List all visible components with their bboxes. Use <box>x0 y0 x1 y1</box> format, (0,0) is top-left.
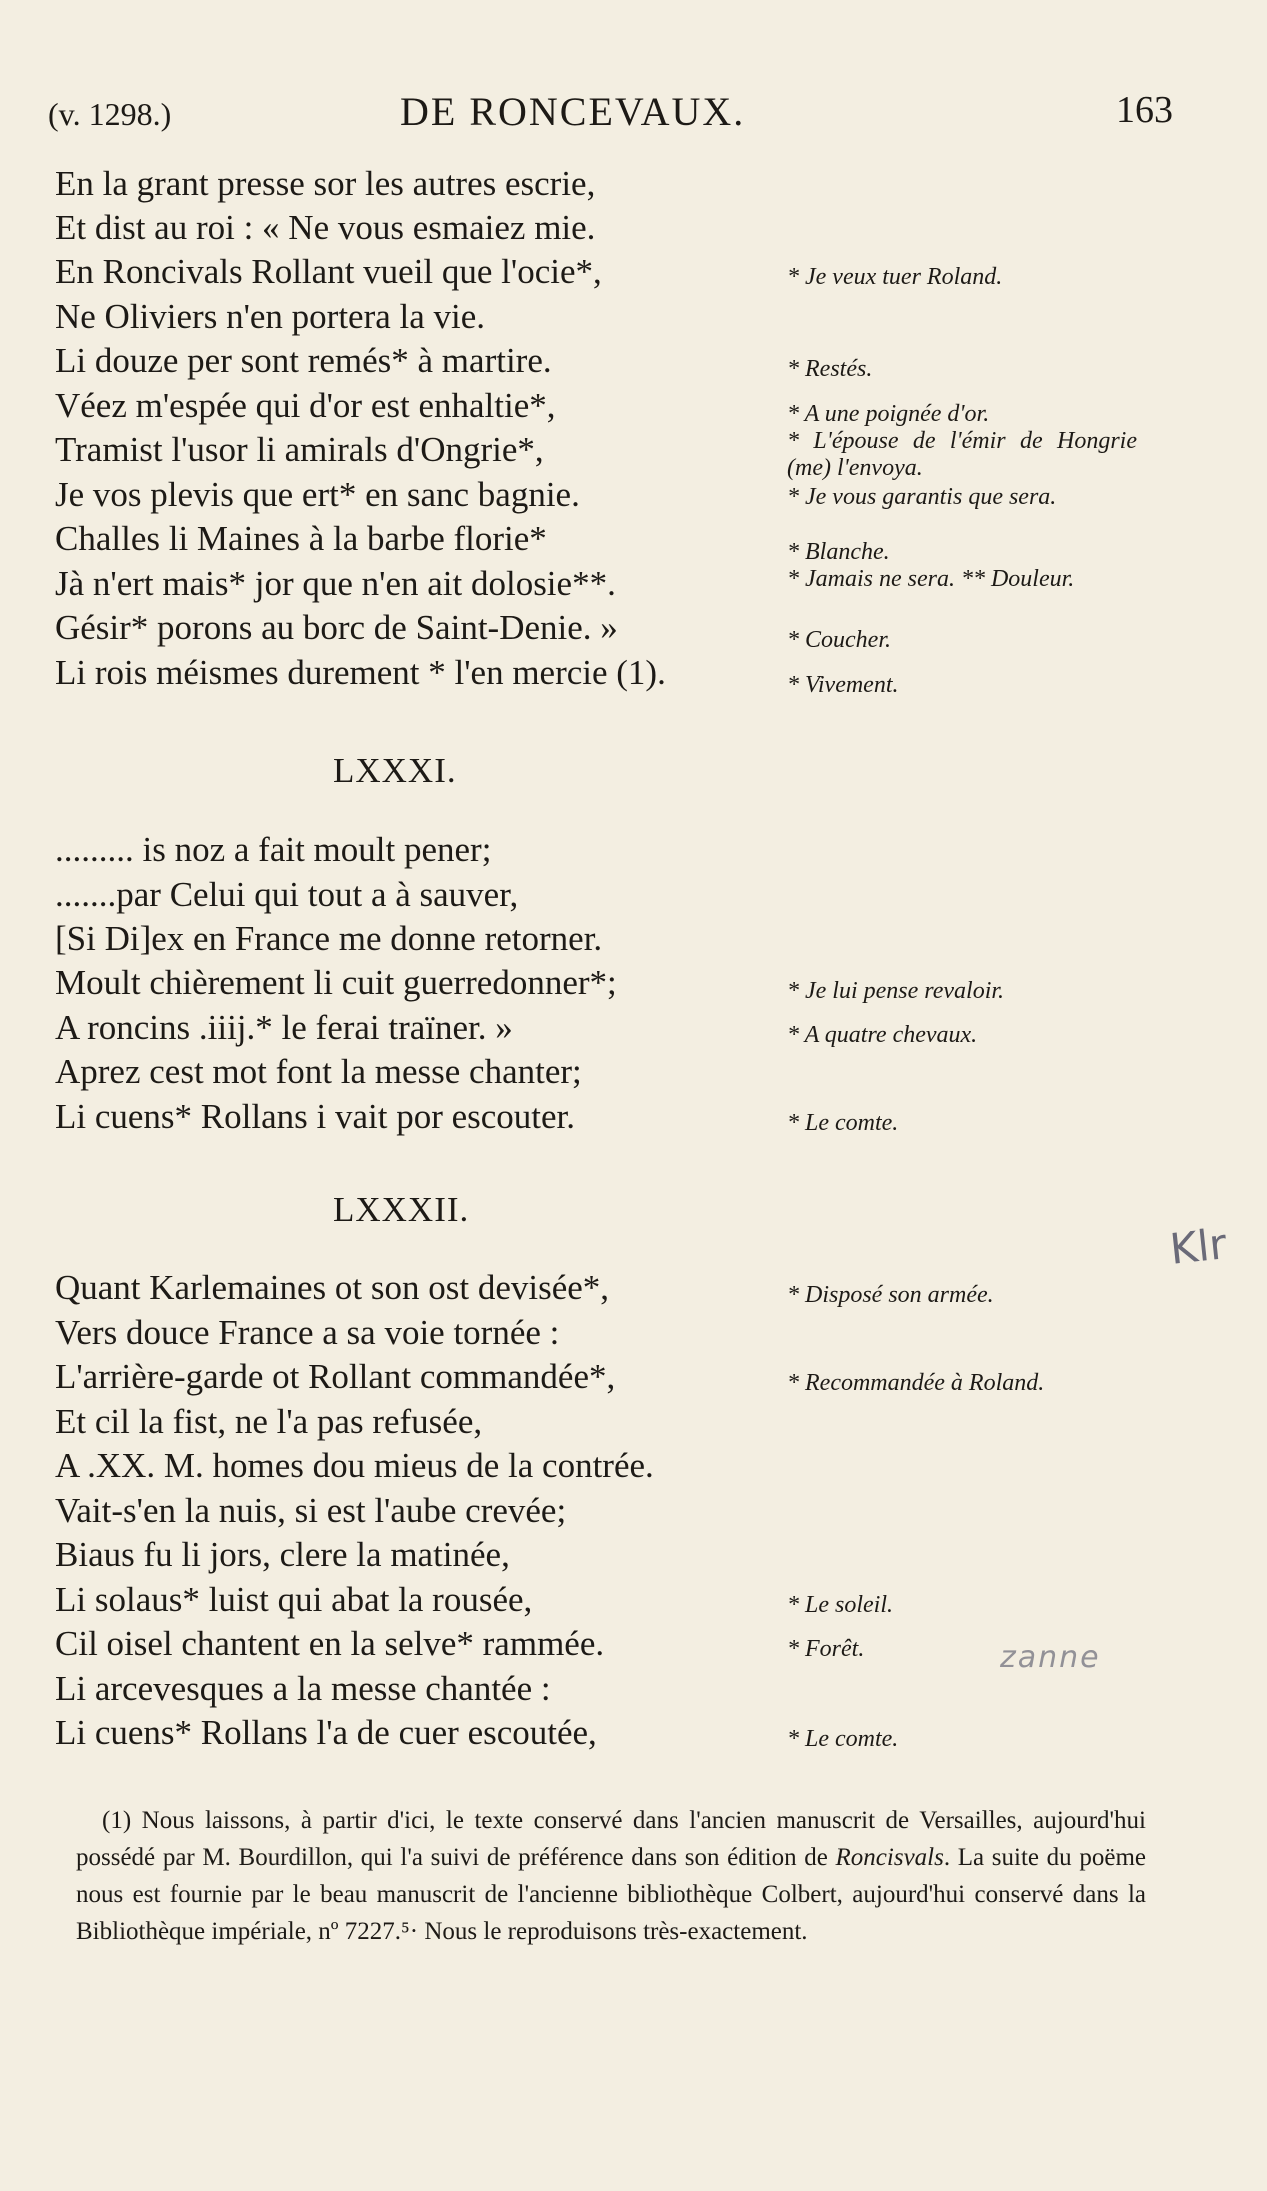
footnote-title: Roncisvals <box>835 1844 944 1871</box>
verse-line: Véez m'espée qui d'or est enhaltie*, <box>55 386 556 425</box>
verse-line: Je vos plevis que ert* en sanc bagnie. <box>55 475 580 514</box>
gloss: * A quatre chevaux. <box>787 1022 978 1048</box>
verse-line: [Si Di]ex en France me donne retorner. <box>55 919 603 958</box>
verse-line: Li douze per sont remés* à martire. <box>55 341 552 380</box>
gloss: * Le comte. <box>787 1726 899 1752</box>
gloss: * Forêt. <box>787 1636 865 1662</box>
verse-line: En la grant presse sor les autres escrie, <box>55 164 596 203</box>
verse-line: Ne Oliviers n'en portera la vie. <box>55 297 486 336</box>
page-number: 163 <box>1116 89 1173 131</box>
verse-line: Gésir* porons au borc de Saint-Denie. » <box>55 608 618 647</box>
verse-line: Moult chièrement li cuit guerredonner*; <box>55 963 617 1002</box>
verse-line: Li rois méismes durement * l'en mercie (1). <box>55 653 666 692</box>
verse-line: Li cuens* Rollans i vait por escouter. <box>55 1097 576 1136</box>
verse-line: Challes li Maines à la barbe florie* <box>55 519 547 558</box>
running-title: DE RONCEVAUX. <box>400 89 746 134</box>
gloss: * A une poignée d'or. <box>787 401 990 427</box>
verse-line: L'arrière-garde ot Rollant commandée*, <box>55 1357 616 1396</box>
gloss: * Restés. <box>787 356 873 382</box>
verse-line: Quant Karlemaines ot son ost devisée*, <box>55 1268 610 1307</box>
gloss: * Je vous garantis que sera. <box>787 484 1057 510</box>
gloss: * Blanche. <box>787 539 890 565</box>
verse-range: (v. 1298.) <box>48 96 172 132</box>
verse-line: A roncins .iiij.* le ferai traïner. » <box>55 1008 513 1047</box>
gloss: * Jamais ne sera. ** Douleur. <box>787 566 1075 592</box>
verse-line: Aprez cest mot font la messe chanter; <box>55 1052 582 1091</box>
gloss: * Coucher. <box>787 627 891 653</box>
gloss: * Je lui pense revaloir. <box>787 978 1005 1004</box>
verse-line: Li arcevesques a la messe chantée : <box>55 1669 551 1708</box>
handwritten-note: zanne <box>1000 1640 1101 1675</box>
verse-line: Et dist au roi : « Ne vous esmaiez mie. <box>55 208 596 247</box>
verse-line: Et cil la fist, ne l'a pas refusée, <box>55 1402 483 1441</box>
stanza-heading: LXXXI. <box>333 751 457 790</box>
gloss: * Recommandée à Roland. <box>787 1370 1045 1396</box>
footnote <box>76 1802 1146 1950</box>
verse-line: .......par Celui qui tout a à sauver, <box>55 875 519 914</box>
verse-line: A .XX. M. homes dou mieus de la contrée. <box>55 1446 654 1485</box>
verse-line: Li cuens* Rollans l'a de cuer escoutée, <box>55 1713 597 1752</box>
verse-line: Vait-s'en la nuis, si est l'aube crevée; <box>55 1491 567 1530</box>
gloss: * Disposé son armée. <box>787 1282 994 1308</box>
verse-line: Li solaus* luist qui abat la rousée, <box>55 1580 533 1619</box>
gloss: * Le soleil. <box>787 1592 893 1618</box>
verse-line: En Roncivals Rollant vueil que l'ocie*, <box>55 252 602 291</box>
gloss: * L'épouse de l'émir de Hongrie (me) l'envoya. <box>787 428 1137 481</box>
verse-line: Biaus fu li jors, clere la matinée, <box>55 1535 510 1574</box>
verse-line: Vers douce France a sa voie tornée : <box>55 1313 560 1352</box>
gloss: * Je veux tuer Roland. <box>787 264 1003 290</box>
gloss: * Vivement. <box>787 672 899 698</box>
stanza-heading: LXXXII. <box>333 1190 470 1229</box>
running-header <box>48 88 1207 138</box>
verse-line: Cil oisel chantent en la selve* rammée. <box>55 1624 605 1663</box>
verse-line: Tramist l'usor li amirals d'Ongrie*, <box>55 430 544 469</box>
verse-line: ......... is noz a fait moult pener; <box>55 830 492 869</box>
footnote-text: (1) Nous laissons, à partir d'ici, le texte conservé dans l'ancien manuscrit de Versailles, aujourd'hui possédé par M. Bourdillon, qui l'a suivi de préférence dans son édition de <box>76 1807 1146 1871</box>
gloss: * Le comte. <box>787 1110 899 1136</box>
verse-line: Jà n'ert mais* jor que n'en ait dolosie**. <box>55 564 616 603</box>
handwritten-note: Klr <box>1167 1219 1229 1274</box>
footnote-text-end: . La suite du poëme nous est fournie par le beau manuscrit de l'ancienne bibliothèque Colbert, aujourd'hui conservé dans la Bibliothèque impériale, nº 7227.⁵· Nous le reproduisons très-exactement. <box>76 1844 1146 1945</box>
